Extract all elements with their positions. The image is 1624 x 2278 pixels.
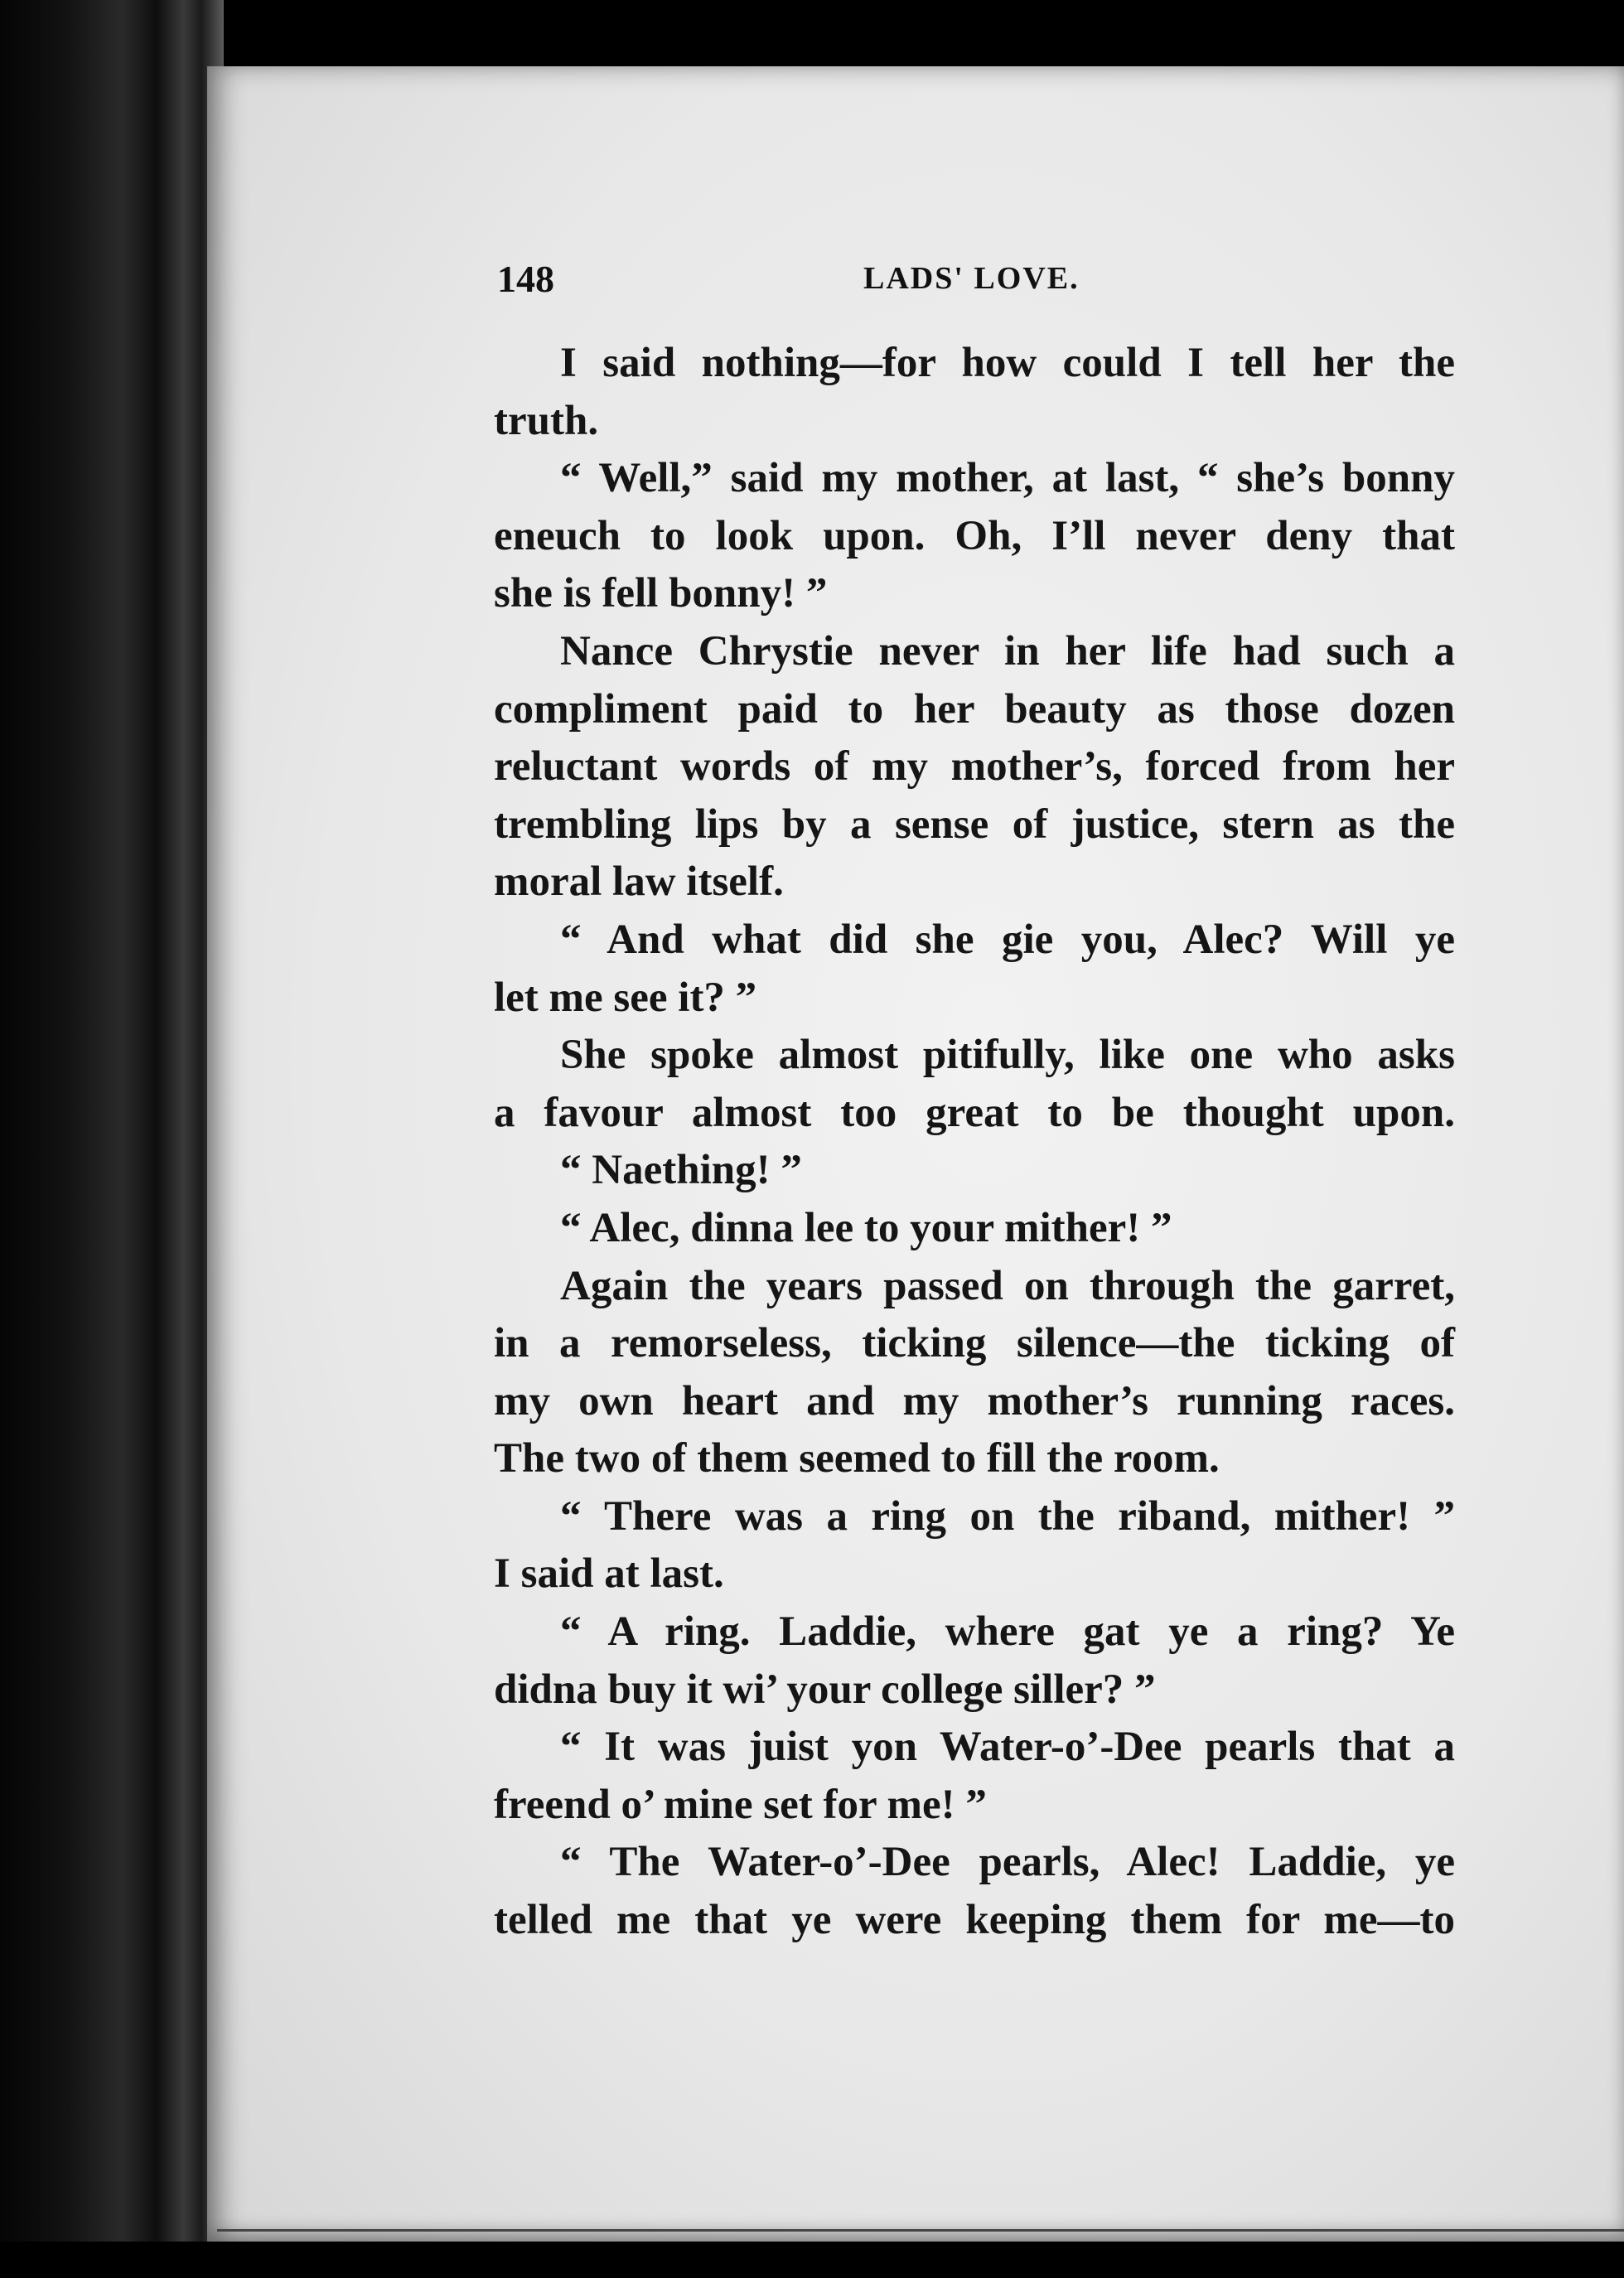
- text-line: “ Naething! ”: [560, 1147, 802, 1194]
- text-line: “ It was juist yon Water-o’-Dee pearls that a: [560, 1724, 1455, 1771]
- text-line: truth.: [494, 397, 599, 444]
- text-line: “ There was a ring on the riband, mither! ”: [560, 1492, 1455, 1540]
- text-line: in a remorseless, ticking silence—the ticking of: [494, 1320, 1455, 1367]
- page-bottom-rule: [217, 2229, 1624, 2232]
- text-line: “ Alec, dinna lee to your mither! ”: [560, 1204, 1172, 1251]
- text-line: moral law itself.: [494, 858, 784, 906]
- running-title: LADS' LOVE.: [863, 261, 1080, 296]
- book-binding: [0, 0, 224, 2278]
- text-line: she is fell bonny! ”: [494, 570, 828, 617]
- text-line: Nance Chrystie never in her life had such a: [560, 627, 1455, 675]
- text-line: reluctant words of my mother’s, forced from her: [494, 743, 1455, 791]
- body-text: [494, 335, 1455, 1950]
- text-line: Again the years passed on through the garret,: [560, 1262, 1455, 1309]
- text-line: didna buy it wi’ your college siller? ”: [494, 1666, 1156, 1713]
- text-line: compliment paid to her beauty as those dozen: [494, 685, 1455, 733]
- text-line: “ And what did she gie you, Alec? Will ye: [560, 916, 1455, 963]
- text-line: I said nothing—for how could I tell her the: [560, 340, 1455, 386]
- text-line: a favour almost too great to be thought upon.: [494, 1089, 1455, 1136]
- text-line: The two of them seemed to fill the room.: [494, 1435, 1220, 1482]
- text-line: “ A ring. Laddie, where gat ye a ring? Ye: [560, 1608, 1455, 1656]
- text-line: “ The Water-o’-Dee pearls, Alec! Laddie, ye: [560, 1839, 1455, 1886]
- page-number: 148: [497, 258, 554, 300]
- text-line: my own heart and my mother’s running races.: [494, 1377, 1455, 1424]
- text-line: “ Well,” said my mother, at last, “ she’s bonny: [560, 455, 1455, 502]
- text-line: telled me that ye were keeping them for me—to: [494, 1897, 1455, 1944]
- text-line: trembling lips by a sense of justice, stern as the: [494, 800, 1455, 848]
- scan-top-edge: [0, 0, 1624, 66]
- text-line: let me see it? ”: [494, 974, 757, 1021]
- text-line: I said at last.: [494, 1550, 724, 1598]
- text-line: eneuch to look upon. Oh, I’ll never deny that: [494, 512, 1455, 559]
- text-line: freend o’ mine set for me! ”: [494, 1781, 987, 1828]
- scan-bottom-edge: [0, 2242, 1624, 2278]
- running-head: [497, 249, 1458, 315]
- text-line: She spoke almost pitifully, like one who asks: [560, 1032, 1455, 1079]
